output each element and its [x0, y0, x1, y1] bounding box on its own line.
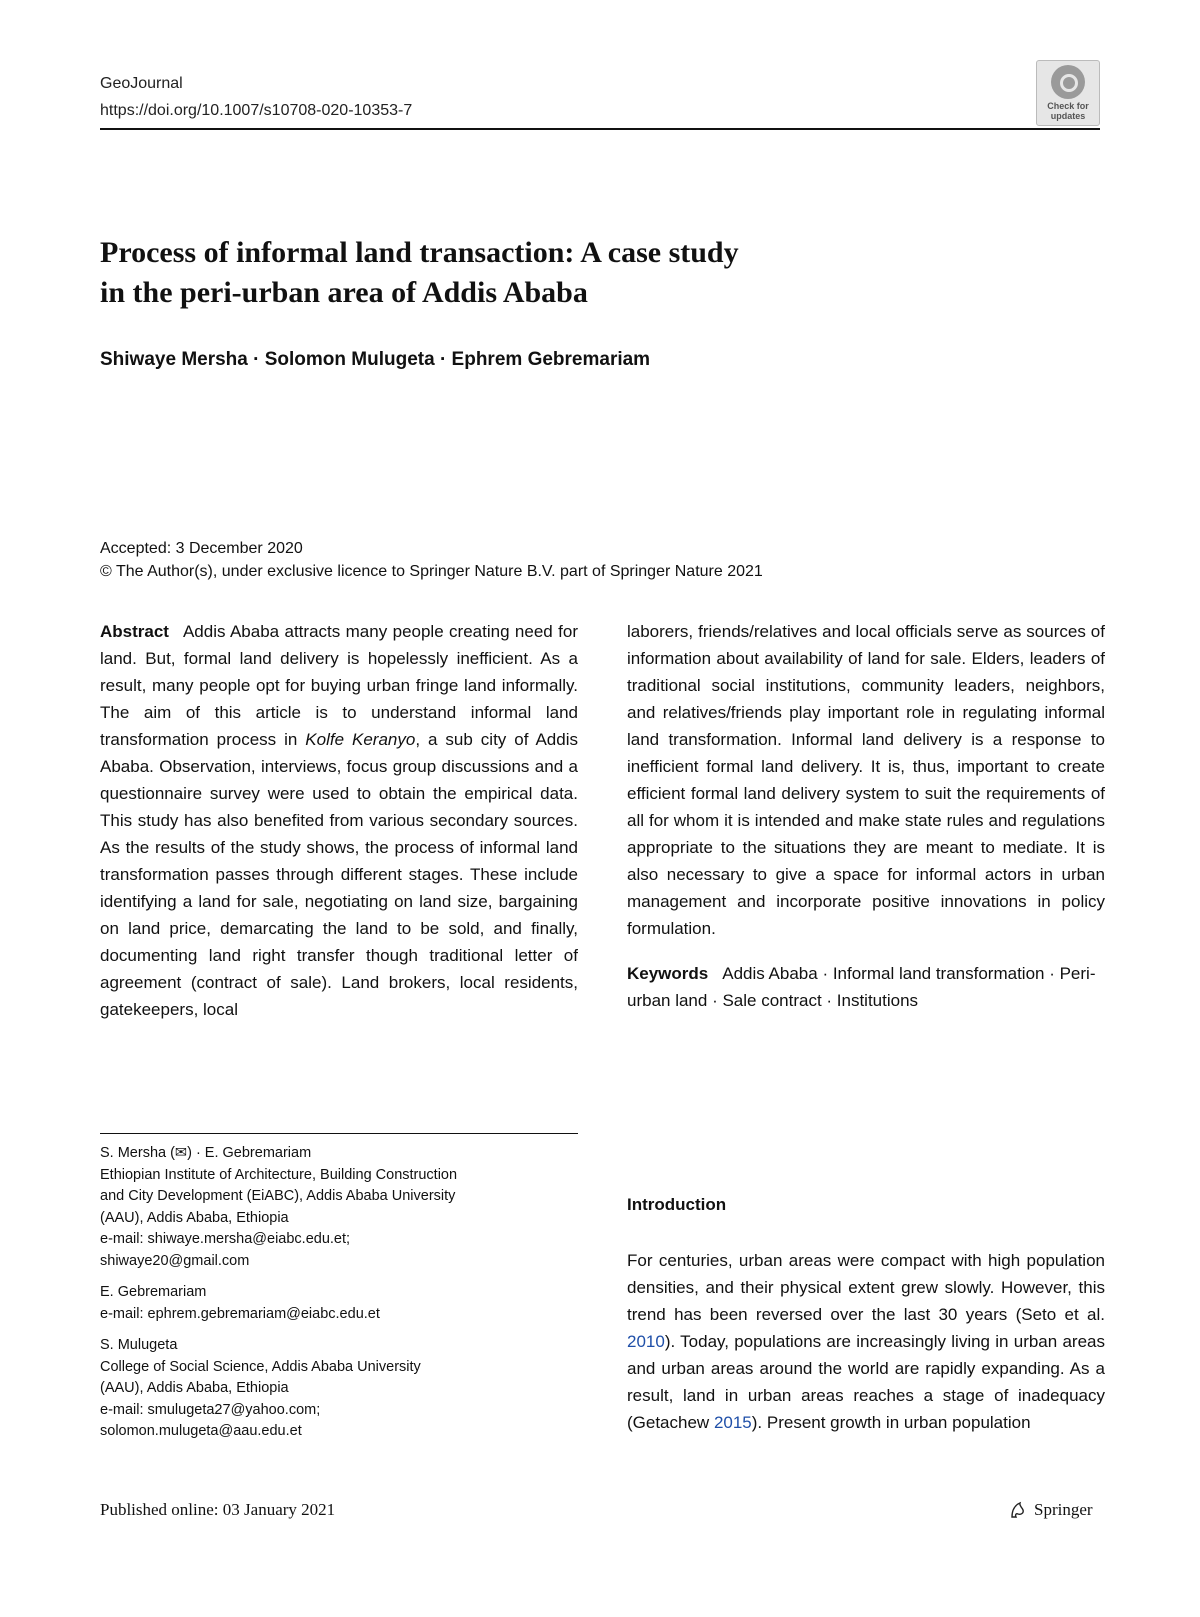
copyright-line: © The Author(s), under exclusive licence to Springer Nature B.V. part of Springer Nature 2021 — [100, 563, 763, 580]
springer-horse-icon — [1008, 1500, 1028, 1520]
affiliation-line: (AAU), Addis Ababa, Ethiopia — [100, 1380, 289, 1396]
abstract-right-column — [627, 618, 1105, 1014]
check-updates-icon — [1051, 65, 1085, 99]
email-link[interactable]: solomon.mulugeta@aau.edu.et — [100, 1423, 302, 1439]
keywords-text: Addis Ababa · Informal land transformation · Peri-urban land · Sale contract · Institutions — [627, 964, 1096, 1010]
published-date: Published online: 03 January 2021 — [100, 1500, 336, 1519]
affiliation-line: and City Development (EiABC), Addis Ababa University — [100, 1188, 456, 1204]
intro-text-3: ). Present growth in urban population — [751, 1413, 1031, 1432]
affiliation-line: E. Gebremariam — [100, 1284, 207, 1300]
title-line-1: Process of informal land transaction: A case study — [100, 236, 739, 269]
check-updates-label: Check for updates — [1047, 101, 1089, 121]
affiliation-line: College of Social Science, Addis Ababa University — [100, 1358, 421, 1375]
journal-name: GeoJournal — [100, 75, 183, 92]
introduction-heading: Introduction — [627, 1195, 727, 1214]
affiliation-2 — [100, 1282, 578, 1325]
citation-link[interactable]: 2015 — [713, 1413, 752, 1432]
abstract-italic-place: Kolfe Keranyo — [305, 730, 416, 749]
check-for-updates-badge[interactable] — [1036, 60, 1100, 126]
abstract-text-2: , a sub city of Addis Ababa. Observation, interviews, focus group discussions and a questionnaire survey were used to obtain the empirical data. This study has also benefited from various secondary sources. As the results of the study shows, the process of informal land transformation passes through different stages. These include identifying a land for sale, negotiating on land size, bargaining on land price, demarcating the land to be sold, and finally, documenting land right transfer though traditional letter of agreement (contract of sale). Land brokers, local residents, gatekeepers, local — [100, 730, 578, 1019]
accepted-date: Accepted: 3 December 2020 — [100, 540, 303, 557]
intro-text-1: For centuries, urban areas were compact with high population densities, and their physical extent grew slowly. However, this trend has been reversed over the last 30 years (Seto et al. — [627, 1251, 1105, 1324]
intro-text-2: ). Today, populations are increasingly living in urban areas and urban areas around the world are rapidly expanding. As a result, land in urban areas reaches a stage of inadequacy (Getachew — [627, 1332, 1105, 1432]
author-list: Shiwaye Mersha · Solomon Mulugeta · Ephrem Gebremariam — [100, 349, 651, 370]
affiliation-line: S. Mulugeta — [100, 1337, 178, 1353]
affiliation-divider — [100, 1133, 578, 1134]
email-link[interactable]: e-mail: shiwaye.mersha@eiabc.edu.et; — [100, 1231, 351, 1247]
email-link[interactable]: e-mail: ephrem.gebremariam@eiabc.edu.et — [100, 1305, 380, 1322]
affiliation-line: Ethiopian Institute of Architecture, Building Construction — [100, 1166, 458, 1183]
doi-link[interactable]: https://doi.org/10.1007/s10708-020-10353-7 — [100, 102, 413, 119]
affiliations — [100, 1143, 578, 1453]
running-header — [100, 70, 412, 124]
article-dates — [100, 537, 763, 583]
email-link[interactable]: shiwaye20@gmail.com — [100, 1252, 250, 1269]
keywords-label: Keywords — [627, 964, 709, 983]
abstract-left-column — [100, 618, 578, 1023]
email-link[interactable]: e-mail: smulugeta27@yahoo.com; — [100, 1401, 321, 1418]
article-title — [100, 233, 1000, 313]
affiliation-3 — [100, 1335, 578, 1443]
abstract-label: Abstract — [100, 622, 169, 641]
publisher-name: Springer — [1034, 1500, 1093, 1519]
affiliation-line: S. Mersha (✉) · E. Gebremariam — [100, 1145, 312, 1161]
publisher-logo — [1008, 1500, 1093, 1520]
title-line-2: in the peri-urban area of Addis Ababa — [100, 276, 588, 309]
header-divider — [100, 128, 1100, 130]
abstract-continued: laborers, friends/relatives and local officials serve as sources of information about availability of land for sale. Elders, leaders of traditional social institutions, community leaders, neighbors, and relatives/friends play important role in regulating informal land transformation. Informal land delivery is a response to inefficient formal land delivery. It is, thus, important to create efficient formal land delivery system to suit the requirements of all for whom it is intended and make state rules and regulations appropriate to the situations they are meant to mediate. It is also necessary to give a space for informal actors in urban management and incorporate positive innovations in policy formulation. — [627, 622, 1105, 938]
affiliation-line: (AAU), Addis Ababa, Ethiopia — [100, 1209, 289, 1226]
abstract-text-1: Addis Ababa attracts many people creating need for land. But, formal land delivery is hopelessly inefficient. As a result, many people opt for buying urban fringe land informally. The aim of this article is to understand informal land transformation process in — [100, 622, 578, 749]
affiliation-1 — [100, 1143, 578, 1272]
citation-link[interactable]: 2010 — [627, 1332, 665, 1351]
keywords-block — [627, 960, 1105, 1014]
introduction-text — [627, 1247, 1105, 1436]
